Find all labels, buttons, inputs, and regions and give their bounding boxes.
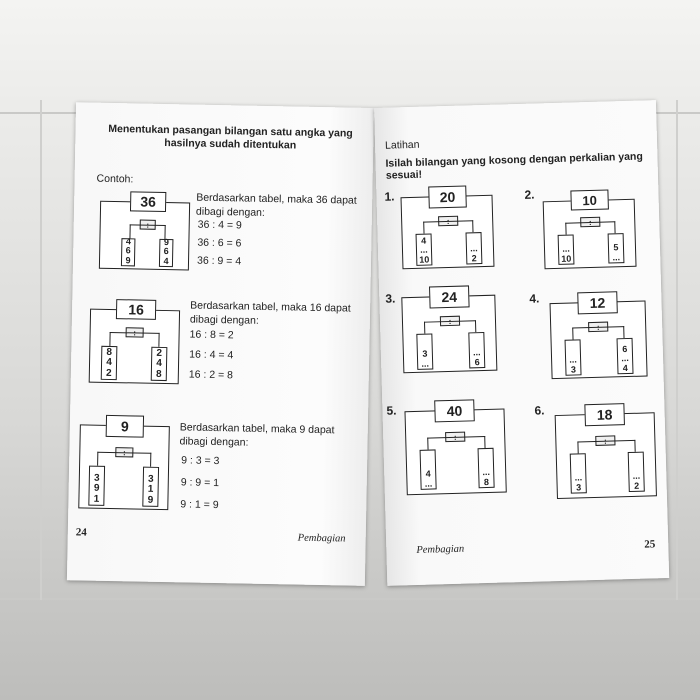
equation: 36 : 6 = 6 <box>197 236 242 250</box>
example-description: Berdasarkan tabel, maka 9 dapat dibagi dengan: <box>179 421 335 449</box>
total-box: 40 <box>434 399 475 422</box>
total-box: 24 <box>429 285 470 308</box>
exercise-diagram-6 <box>554 402 657 501</box>
connector-line <box>109 332 159 347</box>
total-box: 16 <box>116 299 156 320</box>
wall-plank-seam <box>676 100 678 600</box>
example-diagram-36 <box>99 191 191 273</box>
total-box: 12 <box>577 291 618 314</box>
divisor-column: 3 ... <box>416 333 433 369</box>
divide-box: : <box>115 447 133 457</box>
total-box: 9 <box>106 415 144 438</box>
exercise-number: 5. <box>386 403 397 418</box>
divisor-column: ... 3 <box>570 453 587 493</box>
page-number: 25 <box>644 538 656 551</box>
divisor-column: 4 ... <box>420 449 437 489</box>
quotient-column: ... 2 <box>628 452 645 492</box>
exercise-diagram-3 <box>401 285 497 376</box>
show-through-text <box>237 196 364 578</box>
divide-box: : <box>438 216 458 227</box>
quotient-column: 5 ... <box>608 233 625 263</box>
quotient-column: ... 6 <box>468 332 485 368</box>
exercise-number: 1. <box>384 189 395 204</box>
example-label: Contoh: <box>96 172 134 186</box>
divide-box: : <box>140 220 156 230</box>
page-number: 24 <box>75 526 87 539</box>
equation: 36 : 9 = 4 <box>196 254 242 268</box>
total-box: 18 <box>584 403 625 426</box>
section-title: Latihan <box>384 138 420 152</box>
example-diagram-16 <box>89 299 181 387</box>
exercise-diagram-2 <box>542 189 636 272</box>
quotient-column: ... 8 <box>478 448 495 488</box>
quotient-column: 6 ... 4 <box>617 338 634 374</box>
connector-line <box>97 452 151 467</box>
left-page <box>67 102 374 586</box>
total-box: 36 <box>130 191 166 212</box>
connector-line <box>129 224 165 239</box>
equation: 9 : 3 = 3 <box>181 454 220 468</box>
exercise-number: 6. <box>534 403 545 418</box>
equation: 16 : 8 = 2 <box>189 328 234 342</box>
total-box: 10 <box>570 189 609 210</box>
page-footer: Pembagian <box>297 532 346 545</box>
equation: 16 : 2 = 8 <box>188 368 234 382</box>
equation: 16 : 4 = 4 <box>189 348 234 362</box>
divide-box: : <box>445 432 465 443</box>
right-page <box>374 100 669 586</box>
divide-box: : <box>595 435 615 446</box>
equation: 9 : 9 = 1 <box>180 476 220 490</box>
open-book <box>56 108 656 586</box>
quotient-column: 3 1 9 <box>142 467 159 507</box>
divisor-column: ... 10 <box>558 234 575 264</box>
quotient-column: ... 2 <box>466 232 483 264</box>
example-description: Berdasarkan tabel, maka 36 dapat dibagi dengan: <box>195 191 357 219</box>
exercise-diagram-4 <box>549 290 647 381</box>
equation: 36 : 4 = 9 <box>197 218 242 232</box>
wall-plank-line <box>0 598 700 600</box>
quotient-column: 2 4 8 <box>151 347 168 381</box>
wall-plank-seam <box>40 100 42 600</box>
exercise-diagram-1 <box>400 185 494 272</box>
exercise-number: 4. <box>529 291 540 306</box>
equation: 9 : 1 = 9 <box>180 498 219 512</box>
divisor-column: 4 ... 10 <box>416 233 433 265</box>
divide-box: : <box>126 327 144 337</box>
divide-box: : <box>440 316 460 327</box>
divide-box: : <box>588 322 608 333</box>
exercise-diagram-5 <box>404 398 507 497</box>
exercise-number: 2. <box>524 187 535 202</box>
divisor-column: 4 6 9 <box>121 238 136 266</box>
total-box: 20 <box>428 185 467 208</box>
exercise-number: 3. <box>385 291 396 306</box>
divide-box: : <box>580 217 600 228</box>
quotient-column: 9 6 4 <box>159 239 174 267</box>
divisor-column: 3 9 1 <box>88 466 105 506</box>
divisor-column: ... 3 <box>565 339 582 375</box>
example-diagram-9 <box>78 414 170 512</box>
page-heading: Menentukan pasangan bilangan satu angka yang hasilnya sudah ditentukan <box>108 122 353 152</box>
divisor-column: 8 4 2 <box>101 346 118 380</box>
page-footer: Pembagian <box>416 543 465 556</box>
example-description: Berdasarkan tabel, maka 16 dapat dibagi dengan: <box>189 299 351 327</box>
instruction-text: Isilah bilangan yang kosong dengan perkalian yang sesuai! <box>385 150 643 182</box>
